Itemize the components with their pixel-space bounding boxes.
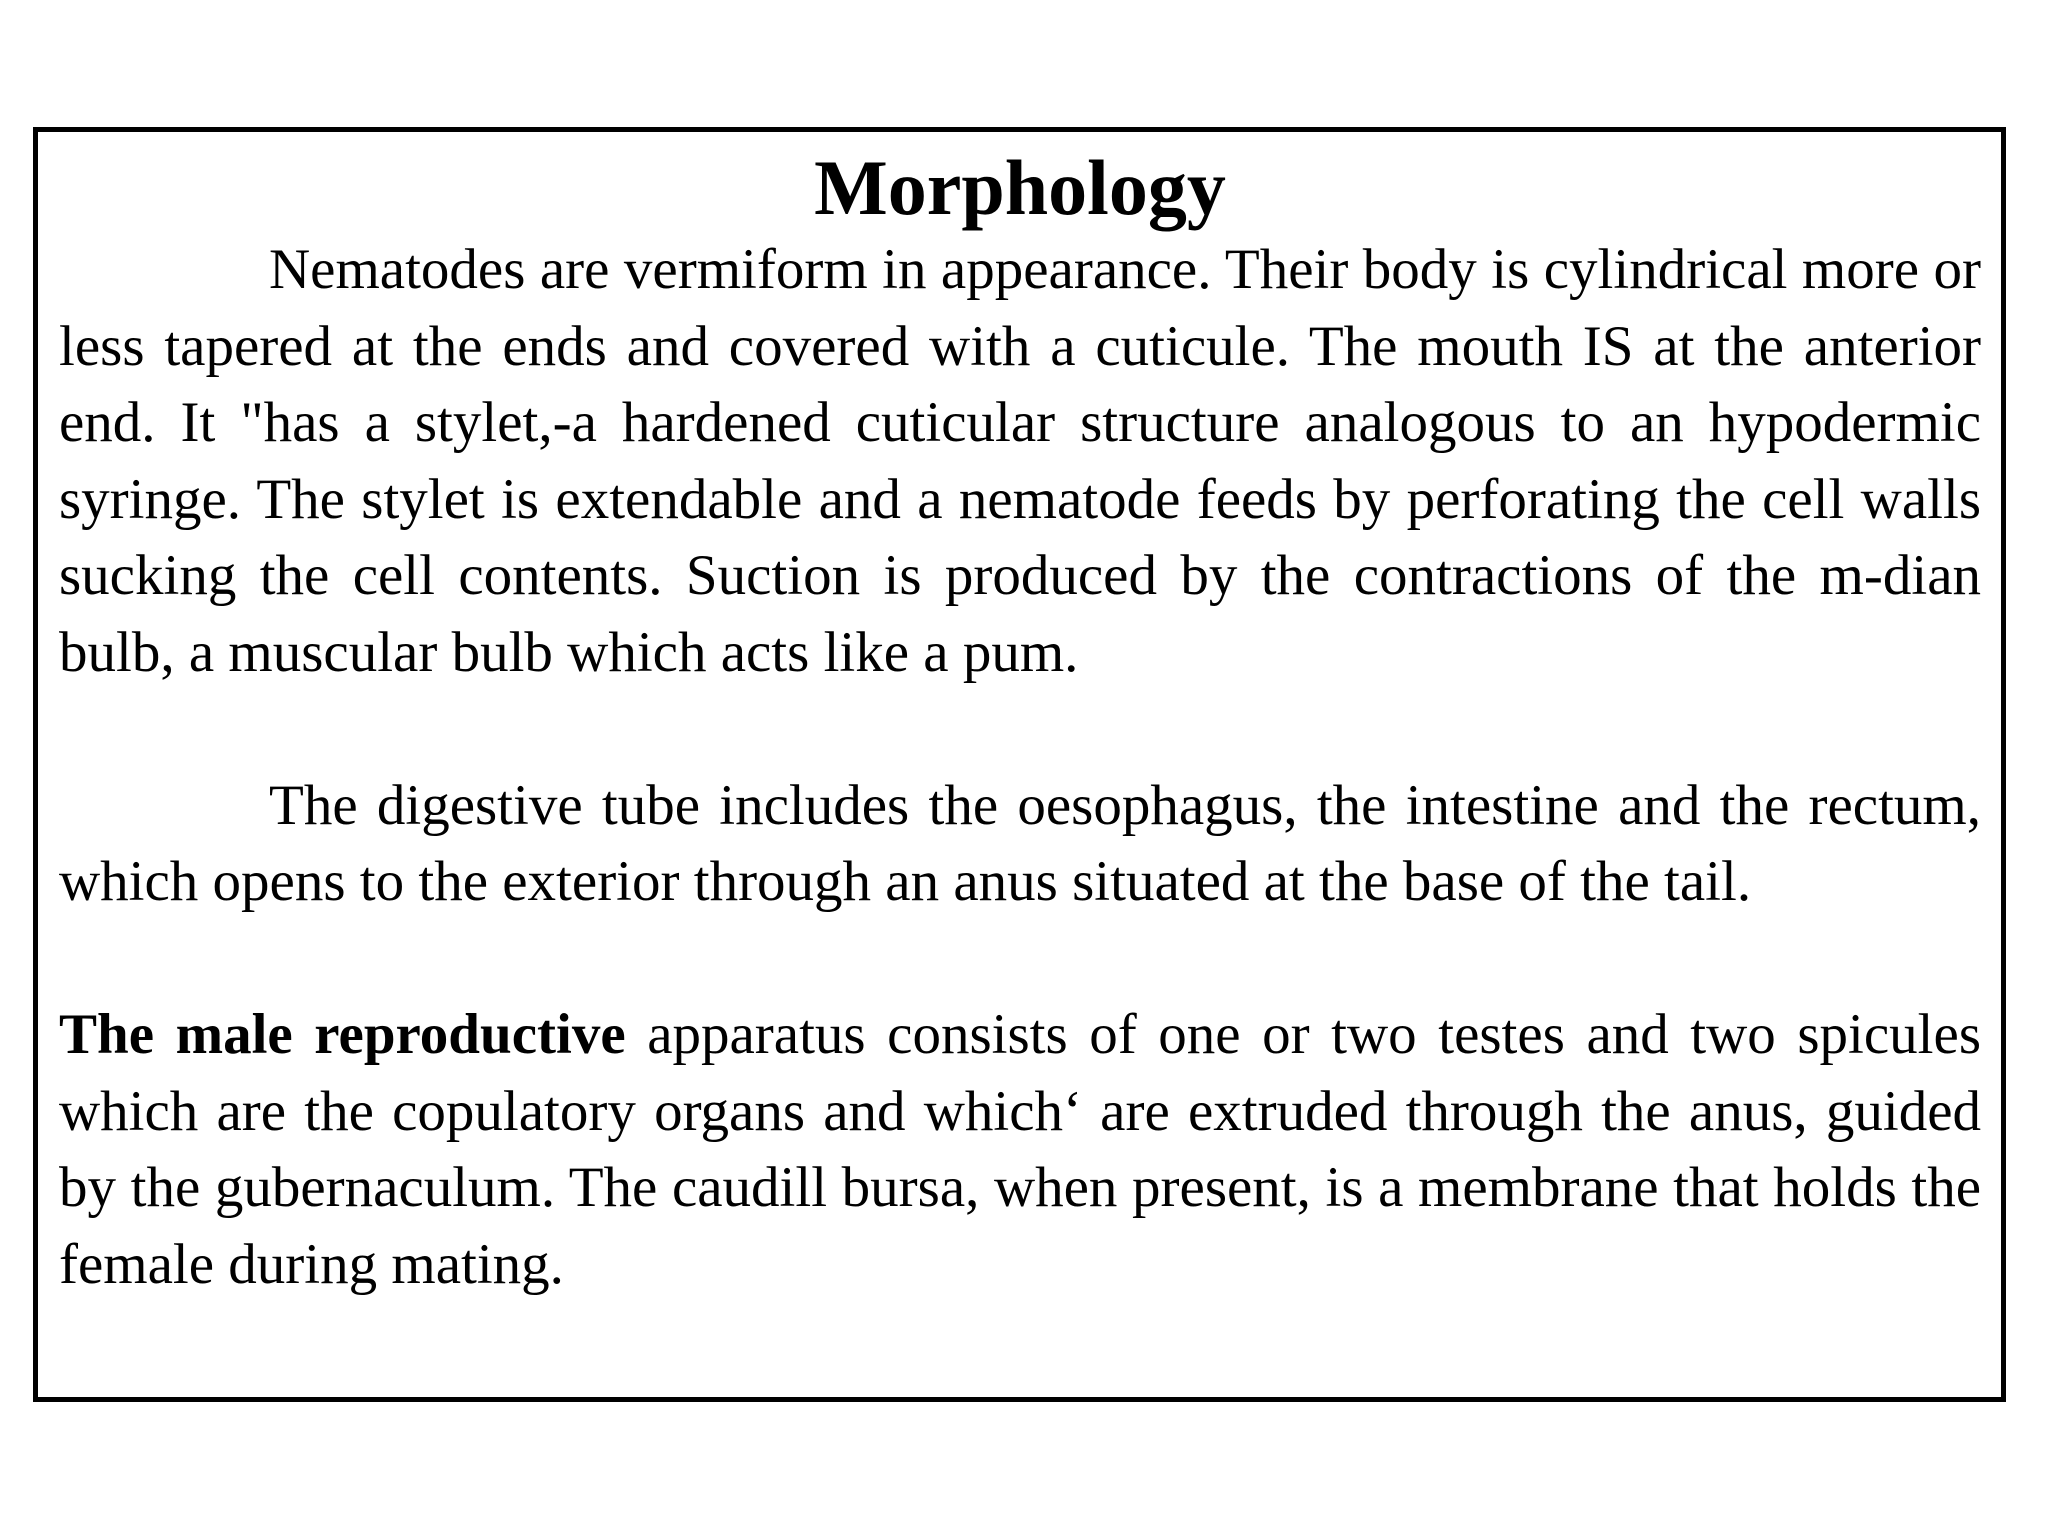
section-title: Morphology [814,144,1226,231]
paragraph-nematode-description [59,232,1981,691]
paragraph-text: The digestive tube includes the oesophagus, the intestine and the rectum, which opens to the exterior through an anus situated at the base of the tail. [59,773,1981,913]
paragraph-male-reproductive [59,997,1981,1303]
paragraph-spacer [59,691,1981,768]
paragraph-text: Nematodes are vermiform in appearance. Their body is cylindrical more or less tapered at the ends and covered with a cuticule. The mouth IS at the anterior end. It "has a stylet,-a hardened cuticular structure analogous to an hypodermic syringe. The stylet is extendable and a nematode feeds by perforating the cell walls sucking the cell contents. Suction is produced by the contractions of the m-dian bulb, a muscular bulb which acts like a pum. [59,238,1981,684]
text-box-frame [33,127,2006,1402]
paragraph-spacer [59,921,1981,998]
paragraph-lead-bold: The male reproductive [59,1003,626,1066]
paragraph-digestive-tube [59,768,1981,921]
paragraph-text: apparatus consists of one or two testes and two spicules which are the copulatory organs and which‘ are extruded through the anus, guided by the gubernaculum. The caudill bursa, when present, is a membrane that holds the female during mating. [59,1003,1981,1296]
